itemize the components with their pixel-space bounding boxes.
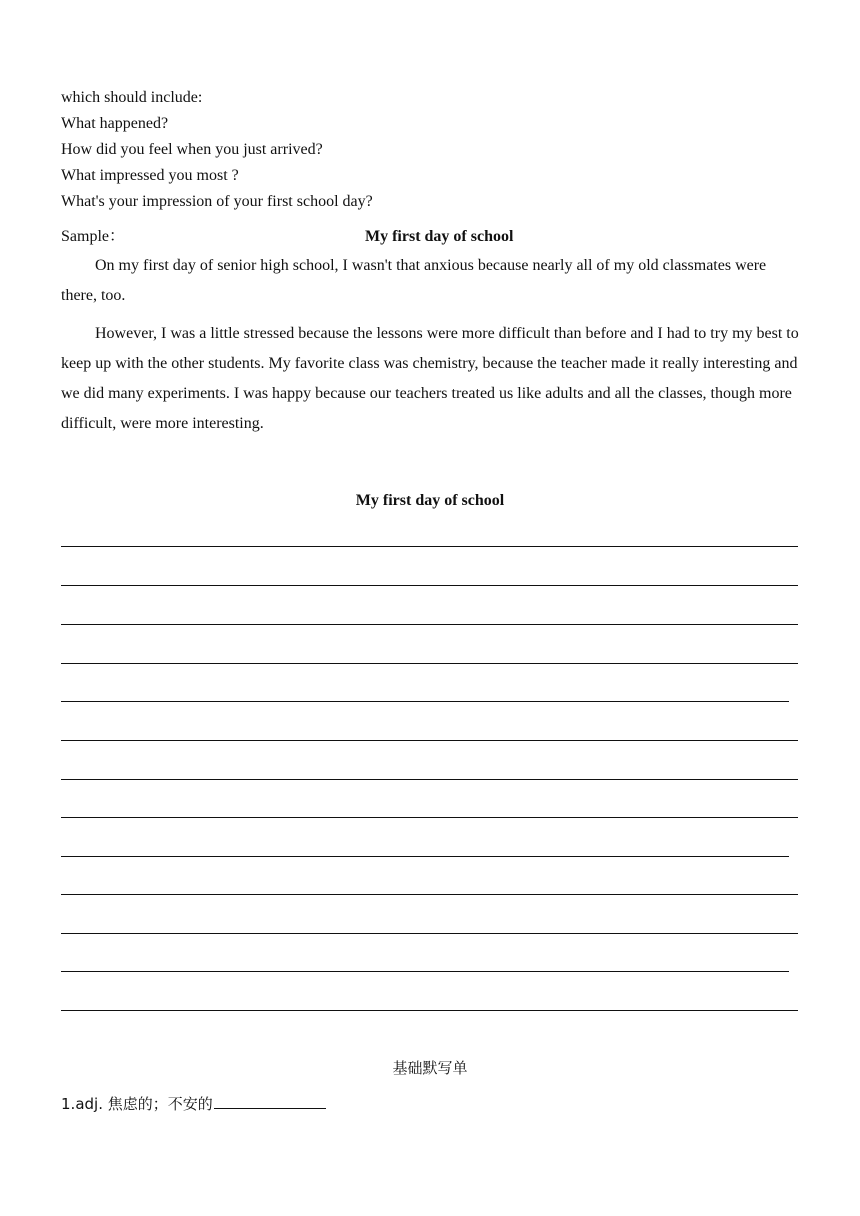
vocab-section-title: 基础默写单 — [392, 1059, 468, 1077]
writing-line — [61, 971, 789, 972]
prompt-line-intro: which should include: — [61, 89, 203, 106]
sample-heading — [61, 226, 801, 248]
writing-line — [61, 1010, 798, 1011]
sample-label: Sample： — [61, 228, 125, 245]
prompt-line-question-2: How did you feel when you just arrived? — [61, 141, 323, 158]
writing-line — [61, 856, 789, 857]
writing-line — [61, 933, 798, 934]
writing-title: My first day of school — [355, 492, 505, 509]
writing-line — [61, 624, 798, 625]
vocab-answer-blank[interactable] — [214, 1092, 326, 1109]
writing-line — [61, 894, 798, 895]
writing-line — [61, 779, 798, 780]
writing-line — [61, 546, 798, 547]
sample-title: My first day of school — [365, 228, 514, 245]
prompt-line-question-4: What's your impression of your first school day? — [61, 193, 373, 210]
writing-line — [61, 817, 798, 818]
prompt-line-question-1: What happened? — [61, 115, 169, 132]
vocab-item-number: 1. — [61, 1095, 76, 1113]
vocab-item — [61, 1092, 326, 1115]
vocab-item-meaning: 焦虑的；不安的 — [107, 1095, 213, 1113]
sample-paragraph-1: On my first day of senior high school, I wasn't that anxious because nearly all of my old classmates were there, too. — [61, 257, 767, 304]
writing-line — [61, 585, 798, 586]
writing-line — [61, 663, 798, 664]
prompt-line-question-3: What impressed you most ? — [61, 167, 239, 184]
sample-paragraph-2: However, I was a little stressed because the lessons were more difficult than before and I had to try my best to keep up with the other students. My favorite class was chemistry, because the teacher made it really interesting and we did many experiments. I was happy because our teachers treated us like adults and all the classes, though more difficult, were more interesting. — [61, 325, 799, 432]
writing-line — [61, 701, 789, 702]
writing-line — [61, 740, 798, 741]
vocab-item-pos: adj. — [75, 1095, 103, 1113]
